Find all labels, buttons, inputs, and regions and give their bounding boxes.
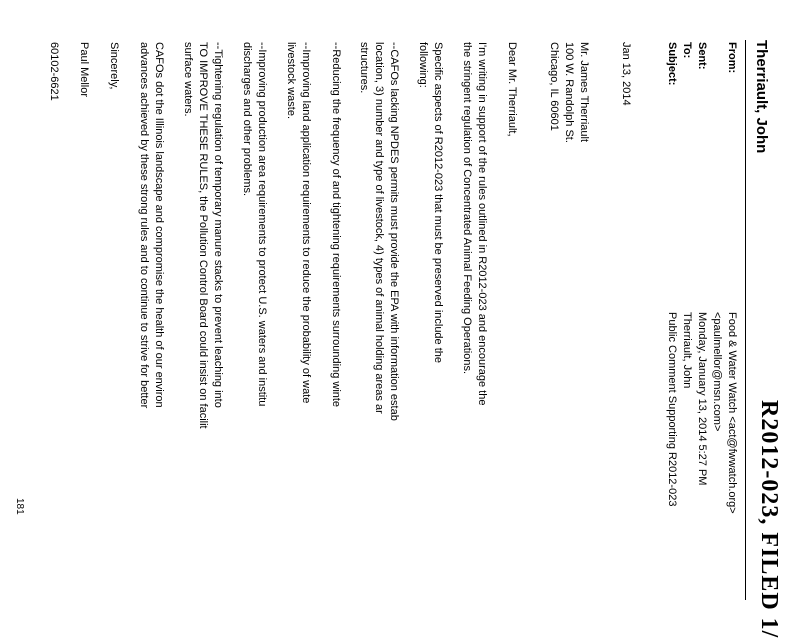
bullet-line: --Improving land application requirements to reduce the probability of wate — [300, 42, 312, 404]
bullet-line: location, 3) number and type of livestock, 4) types of animal holding areas ar — [373, 42, 385, 414]
from-value: Food & Water Watch <act@fwwatch.org> — [726, 312, 738, 514]
filing-stamp: R2012-023, FILED 1/ — [756, 400, 782, 638]
bullet-line: --CAFOs lacking NPDES permits must provide the EPA with information estab — [388, 42, 400, 421]
paragraph-line: following: — [417, 42, 429, 88]
signature-name: Paul Mellor — [78, 42, 90, 98]
header-divider — [745, 40, 746, 600]
bullet-line: TO IMPROVE THESE RULES, the Pollution Control Board could insist on facilit — [197, 42, 209, 429]
sent-label: Sent: — [696, 42, 708, 70]
to-label: To: — [681, 42, 693, 59]
subject-value: Public Comment Supporting R2012-023 — [666, 312, 678, 507]
signature-zip: 60102-6621 — [48, 42, 60, 101]
bullet-line: --Tightening regulation of temporary manure stacks to prevent leaching into — [212, 42, 224, 408]
bullet-line: --Improving production area requirements to protect U.S. waters and institu — [256, 42, 268, 407]
bullet-line: --Reducing the frequency of and tightening requirements surrounding winte — [330, 42, 342, 408]
bullet-line: livestock waste. — [285, 42, 297, 120]
bullet-line: structures. — [358, 42, 370, 94]
recipient-city: Chicago, IL 60601 — [548, 42, 560, 131]
subject-label: Subject: — [666, 42, 678, 86]
closing: Sincerely, — [108, 42, 120, 90]
page-number: 181 — [14, 498, 25, 515]
paragraph-line: the stringent regulation of Concentrated Animal Feeding Operations. — [461, 42, 473, 375]
paragraph-line: I'm writing in support of the rules outlined in R2012-023 and encourage the — [476, 42, 488, 406]
letter-date: Jan 13, 2014 — [620, 42, 632, 106]
paragraph-line: CAFOs dot the Illinois landscape and compromise the health of our environ — [153, 42, 165, 408]
salutation: Dear Mr. Therriault, — [506, 42, 518, 137]
to-value: Therriault, John — [681, 312, 693, 389]
recipient-street: 100 W. Randolph St. — [563, 42, 575, 143]
recipient-name: Mr. James Therriault — [578, 42, 590, 143]
paragraph-line: advances achieved by these strong rules and to continue to strive for better — [138, 42, 150, 409]
sender-heading: Therriault, John — [753, 40, 770, 154]
bullet-line: surface waters. — [182, 42, 194, 117]
sent-value: Monday, January 13, 2014 5:27 PM — [696, 312, 708, 486]
paragraph-line: Specific aspects of R2012-023 that must be preserved include the — [432, 42, 444, 364]
from-label: From: — [726, 42, 738, 74]
bullet-line: discharges and other problems. — [241, 42, 253, 197]
from-value-line2: <paulmellor@msn.com> — [711, 312, 723, 432]
